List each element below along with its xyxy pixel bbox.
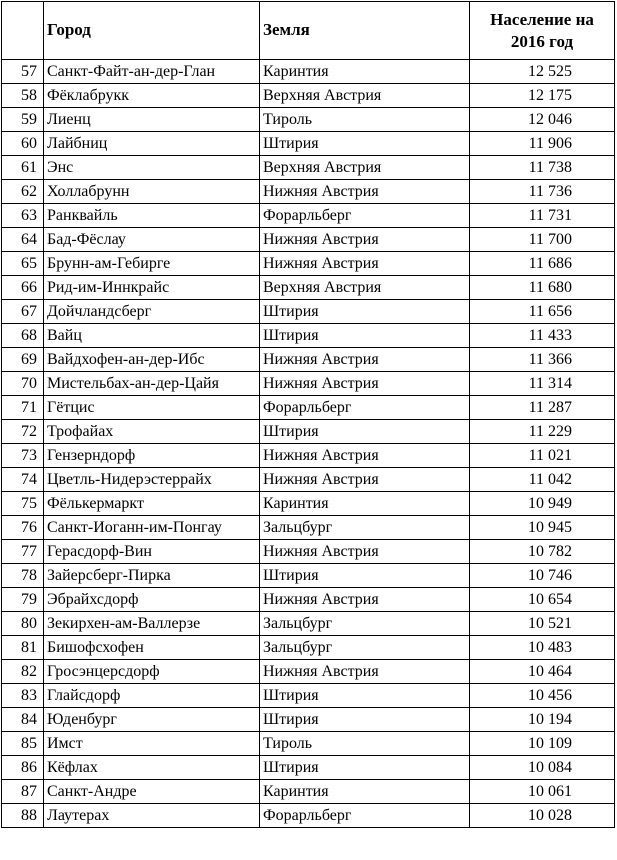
row-number: 66 — [2, 276, 44, 300]
land-cell: Форарльберг — [260, 396, 470, 420]
population-cell: 10 028 — [470, 804, 615, 828]
population-cell: 11 680 — [470, 276, 615, 300]
city-cell: Лиенц — [44, 108, 260, 132]
row-number: 82 — [2, 660, 44, 684]
population-cell: 11 433 — [470, 324, 615, 348]
population-cell: 11 314 — [470, 372, 615, 396]
table-row — [2, 396, 615, 420]
population-cell: 11 042 — [470, 468, 615, 492]
population-cell: 11 656 — [470, 300, 615, 324]
city-cell: Фёклабрукк — [44, 84, 260, 108]
land-cell: Штирия — [260, 684, 470, 708]
land-cell: Нижняя Австрия — [260, 252, 470, 276]
table-row — [2, 84, 615, 108]
table-row — [2, 252, 615, 276]
row-number: 60 — [2, 132, 44, 156]
population-cell: 10 464 — [470, 660, 615, 684]
population-cell: 10 746 — [470, 564, 615, 588]
land-cell: Каринтия — [260, 492, 470, 516]
land-cell: Форарльберг — [260, 804, 470, 828]
city-cell: Лаутерах — [44, 804, 260, 828]
population-cell: 10 521 — [470, 612, 615, 636]
row-number: 77 — [2, 540, 44, 564]
land-cell: Нижняя Австрия — [260, 348, 470, 372]
land-cell: Нижняя Австрия — [260, 228, 470, 252]
population-cell: 12 046 — [470, 108, 615, 132]
land-cell: Верхняя Австрия — [260, 84, 470, 108]
row-number: 75 — [2, 492, 44, 516]
population-cell: 11 700 — [470, 228, 615, 252]
city-cell: Мистельбах-ан-дер-Цайя — [44, 372, 260, 396]
land-cell: Каринтия — [260, 780, 470, 804]
table-row — [2, 636, 615, 660]
land-cell: Зальцбург — [260, 612, 470, 636]
population-cell: 10 084 — [470, 756, 615, 780]
row-number: 68 — [2, 324, 44, 348]
city-cell: Гётцис — [44, 396, 260, 420]
population-cell: 11 686 — [470, 252, 615, 276]
land-cell: Штирия — [260, 708, 470, 732]
row-number: 85 — [2, 732, 44, 756]
city-cell: Ранквайль — [44, 204, 260, 228]
table-row — [2, 708, 615, 732]
population-cell: 10 782 — [470, 540, 615, 564]
row-number: 58 — [2, 84, 44, 108]
population-cell: 11 229 — [470, 420, 615, 444]
city-cell: Энс — [44, 156, 260, 180]
table-row — [2, 660, 615, 684]
row-number: 69 — [2, 348, 44, 372]
table-row — [2, 444, 615, 468]
land-cell: Каринтия — [260, 60, 470, 84]
table-row — [2, 684, 615, 708]
row-number: 79 — [2, 588, 44, 612]
row-number: 88 — [2, 804, 44, 828]
table-row — [2, 180, 615, 204]
land-cell: Тироль — [260, 108, 470, 132]
city-cell: Кёфлах — [44, 756, 260, 780]
row-number: 87 — [2, 780, 44, 804]
city-cell: Санкт-Файт-ан-дер-Глан — [44, 60, 260, 84]
table-row — [2, 276, 615, 300]
city-cell: Фёлькермаркт — [44, 492, 260, 516]
land-cell: Штирия — [260, 756, 470, 780]
row-number: 84 — [2, 708, 44, 732]
table-row — [2, 156, 615, 180]
table-row — [2, 492, 615, 516]
row-number: 81 — [2, 636, 44, 660]
row-number: 65 — [2, 252, 44, 276]
land-cell: Зальцбург — [260, 636, 470, 660]
table-row — [2, 732, 615, 756]
row-number: 83 — [2, 684, 44, 708]
row-number: 67 — [2, 300, 44, 324]
population-cell: 10 949 — [470, 492, 615, 516]
table-row — [2, 588, 615, 612]
land-cell: Нижняя Австрия — [260, 660, 470, 684]
population-cell: 11 731 — [470, 204, 615, 228]
land-cell: Штирия — [260, 324, 470, 348]
city-cell: Бад-Фёслау — [44, 228, 260, 252]
table-row — [2, 228, 615, 252]
row-number: 64 — [2, 228, 44, 252]
table-row — [2, 612, 615, 636]
row-number: 74 — [2, 468, 44, 492]
city-cell: Глайсдорф — [44, 684, 260, 708]
land-cell: Штирия — [260, 300, 470, 324]
row-number: 63 — [2, 204, 44, 228]
land-cell: Нижняя Австрия — [260, 180, 470, 204]
row-number: 71 — [2, 396, 44, 420]
population-cell: 11 287 — [470, 396, 615, 420]
city-cell: Санкт-Андре — [44, 780, 260, 804]
city-cell: Имст — [44, 732, 260, 756]
city-cell: Зекирхен-ам-Валлерзе — [44, 612, 260, 636]
population-cell: 12 175 — [470, 84, 615, 108]
land-cell: Штирия — [260, 132, 470, 156]
table-row — [2, 324, 615, 348]
city-cell: Цветль-Нидерэстеррайх — [44, 468, 260, 492]
table-row — [2, 540, 615, 564]
table-row — [2, 300, 615, 324]
city-cell: Юденбург — [44, 708, 260, 732]
city-cell: Рид-им-Иннкрайс — [44, 276, 260, 300]
city-cell: Эбрайхсдорф — [44, 588, 260, 612]
land-cell: Нижняя Австрия — [260, 372, 470, 396]
city-cell: Гензерндорф — [44, 444, 260, 468]
header-num — [2, 2, 44, 60]
city-cell: Зайерсберг-Пирка — [44, 564, 260, 588]
land-cell: Тироль — [260, 732, 470, 756]
row-number: 57 — [2, 60, 44, 84]
city-cell: Герасдорф-Вин — [44, 540, 260, 564]
table-row — [2, 372, 615, 396]
land-cell: Нижняя Австрия — [260, 540, 470, 564]
population-cell: 11 906 — [470, 132, 615, 156]
population-cell: 11 366 — [470, 348, 615, 372]
table-body — [2, 60, 615, 828]
row-number: 72 — [2, 420, 44, 444]
land-cell: Верхняя Австрия — [260, 276, 470, 300]
table-row — [2, 60, 615, 84]
row-number: 61 — [2, 156, 44, 180]
table-row — [2, 348, 615, 372]
city-cell: Трофайах — [44, 420, 260, 444]
land-cell: Штирия — [260, 564, 470, 588]
table-row — [2, 108, 615, 132]
table-row — [2, 420, 615, 444]
header-city: Город — [44, 2, 260, 60]
header-land: Земля — [260, 2, 470, 60]
table-row — [2, 204, 615, 228]
table-row — [2, 564, 615, 588]
population-cell: 11 021 — [470, 444, 615, 468]
table-row — [2, 468, 615, 492]
table-row — [2, 780, 615, 804]
land-cell: Нижняя Австрия — [260, 588, 470, 612]
row-number: 73 — [2, 444, 44, 468]
population-cell: 10 654 — [470, 588, 615, 612]
city-cell: Холлабрунн — [44, 180, 260, 204]
population-cell: 10 109 — [470, 732, 615, 756]
city-cell: Бишофсхофен — [44, 636, 260, 660]
population-cell: 11 736 — [470, 180, 615, 204]
city-cell: Санкт-Иоганн-им-Понгау — [44, 516, 260, 540]
header-population: Население на 2016 год — [470, 2, 615, 60]
city-cell: Лайбниц — [44, 132, 260, 156]
land-cell: Штирия — [260, 420, 470, 444]
land-cell: Нижняя Австрия — [260, 468, 470, 492]
land-cell: Нижняя Австрия — [260, 444, 470, 468]
row-number: 76 — [2, 516, 44, 540]
land-cell: Зальцбург — [260, 516, 470, 540]
row-number: 78 — [2, 564, 44, 588]
cities-table — [1, 1, 615, 828]
row-number: 62 — [2, 180, 44, 204]
land-cell: Форарльберг — [260, 204, 470, 228]
table-row — [2, 756, 615, 780]
table-row — [2, 804, 615, 828]
population-cell: 10 456 — [470, 684, 615, 708]
row-number: 86 — [2, 756, 44, 780]
population-cell: 10 061 — [470, 780, 615, 804]
city-cell: Вайдхофен-ан-дер-Ибс — [44, 348, 260, 372]
city-cell: Гросэнцерсдорф — [44, 660, 260, 684]
row-number: 70 — [2, 372, 44, 396]
table-row — [2, 132, 615, 156]
row-number: 80 — [2, 612, 44, 636]
population-cell: 11 738 — [470, 156, 615, 180]
city-cell: Дойчландсберг — [44, 300, 260, 324]
population-cell: 12 525 — [470, 60, 615, 84]
population-cell: 10 945 — [470, 516, 615, 540]
land-cell: Верхняя Австрия — [260, 156, 470, 180]
city-cell: Брунн-ам-Гебирге — [44, 252, 260, 276]
table-row — [2, 516, 615, 540]
population-cell: 10 483 — [470, 636, 615, 660]
table-header-row — [2, 2, 615, 60]
city-cell: Вайц — [44, 324, 260, 348]
population-cell: 10 194 — [470, 708, 615, 732]
row-number: 59 — [2, 108, 44, 132]
